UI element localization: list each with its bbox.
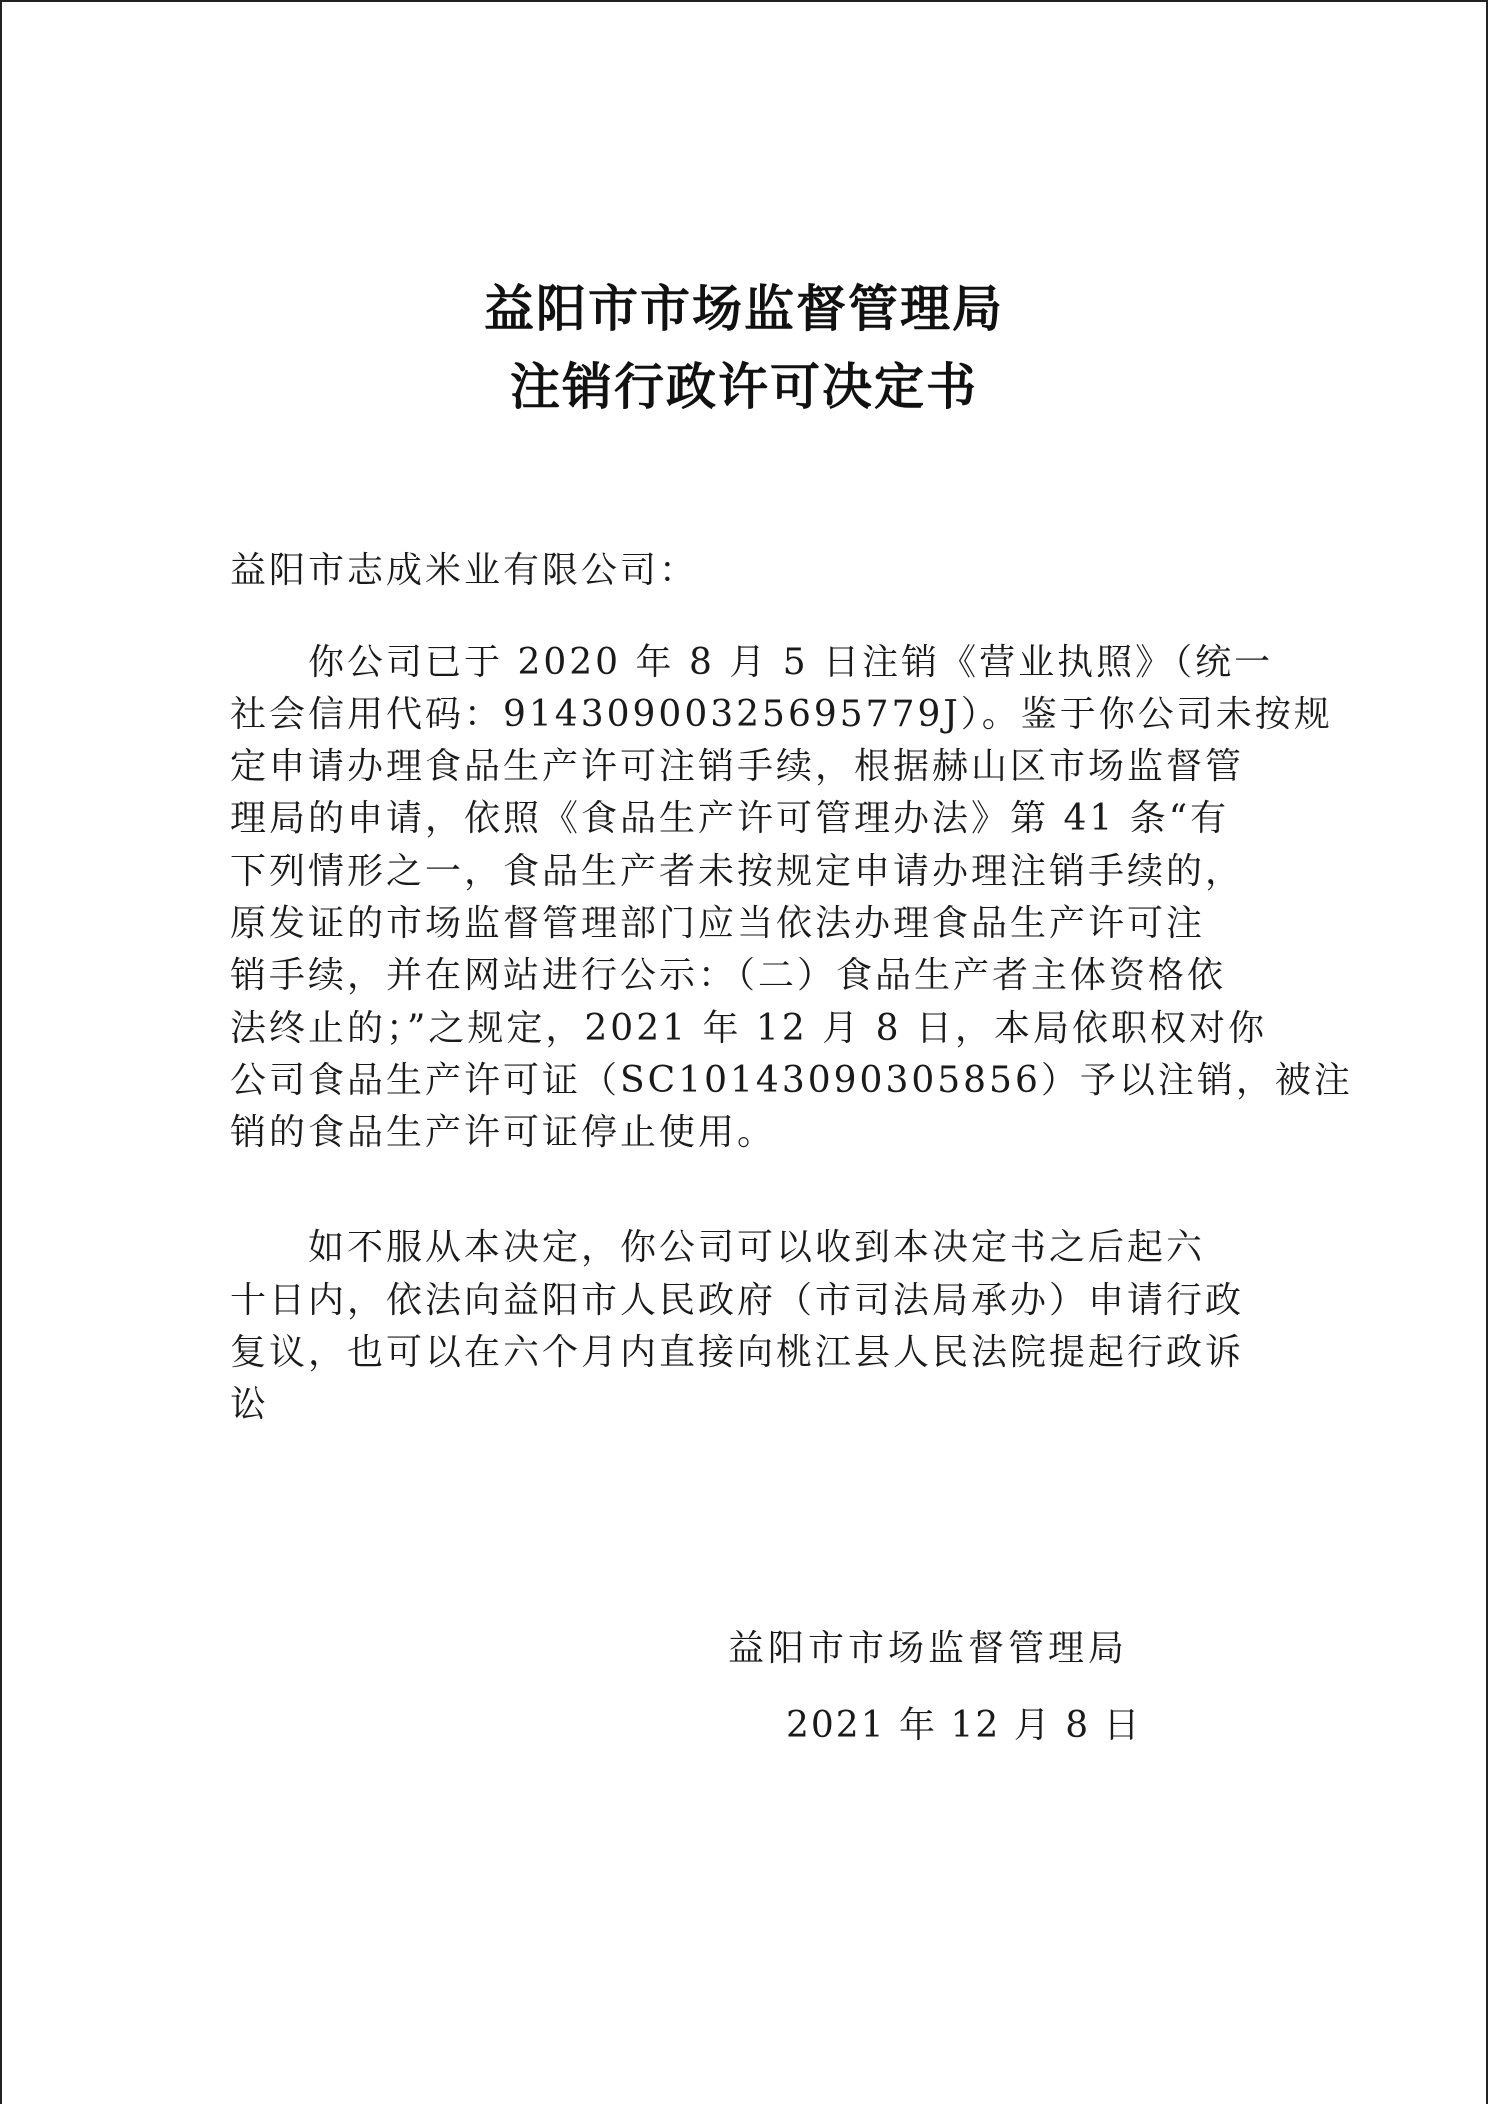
paragraph-1-line: 原发证的市场监督管理部门应当依法办理食品生产许可注 — [230, 903, 1206, 944]
paragraph-2-line: 如不服从本决定，你公司可以收到本决定书之后起六 — [230, 1227, 1206, 1268]
document-title-line-1: 益阳市市场监督管理局 — [484, 280, 1004, 338]
paragraph-2-line: 十日内，依法向益阳市人民政府（市司法局承办）申请行政 — [230, 1280, 1245, 1321]
paragraph-1-line: 下列情形之一，食品生产者未按规定申请办理注销手续的， — [230, 851, 1245, 892]
salutation: 益阳市志成米业有限公司： — [230, 550, 699, 591]
paragraph-1-line: 公司食品生产许可证（SC10143090305856）予以注销，被注 — [230, 1060, 1353, 1101]
paragraph-1-line: 你公司已于 2020 年 8 月 5 日注销《营业执照》（统一 — [230, 642, 1274, 683]
paragraph-1-line: 定申请办理食品生产许可注销手续，根据赫山区市场监督管 — [230, 746, 1245, 787]
paragraph-1-line: 理局的申请，依照《食品生产许可管理办法》第 41 条“有 — [230, 798, 1230, 839]
document-title-line-2: 注销行政许可决定书 — [510, 358, 978, 416]
paragraph-1-line: 社会信用代码：91430900325695779J）。鉴于你公司未按规 — [230, 694, 1333, 735]
paragraph-1-line: 销手续，并在网站进行公示：（二）食品生产者主体资格依 — [230, 955, 1227, 996]
paragraph-2-line: 讼 — [230, 1384, 270, 1425]
signature-date: 2021 年 12 月 8 日 — [786, 1705, 1142, 1746]
paragraph-2-line: 复议，也可以在六个月内直接向桃江县人民法院提起行政诉 — [230, 1332, 1245, 1373]
signature-authority: 益阳市市场监督管理局 — [728, 1628, 1129, 1669]
paragraph-1-line: 销的食品生产许可证停止使用。 — [230, 1112, 777, 1153]
paragraph-1-line: 法终止的；”之规定，2021 年 12 月 8 日，本局依职权对你 — [230, 1008, 1267, 1049]
